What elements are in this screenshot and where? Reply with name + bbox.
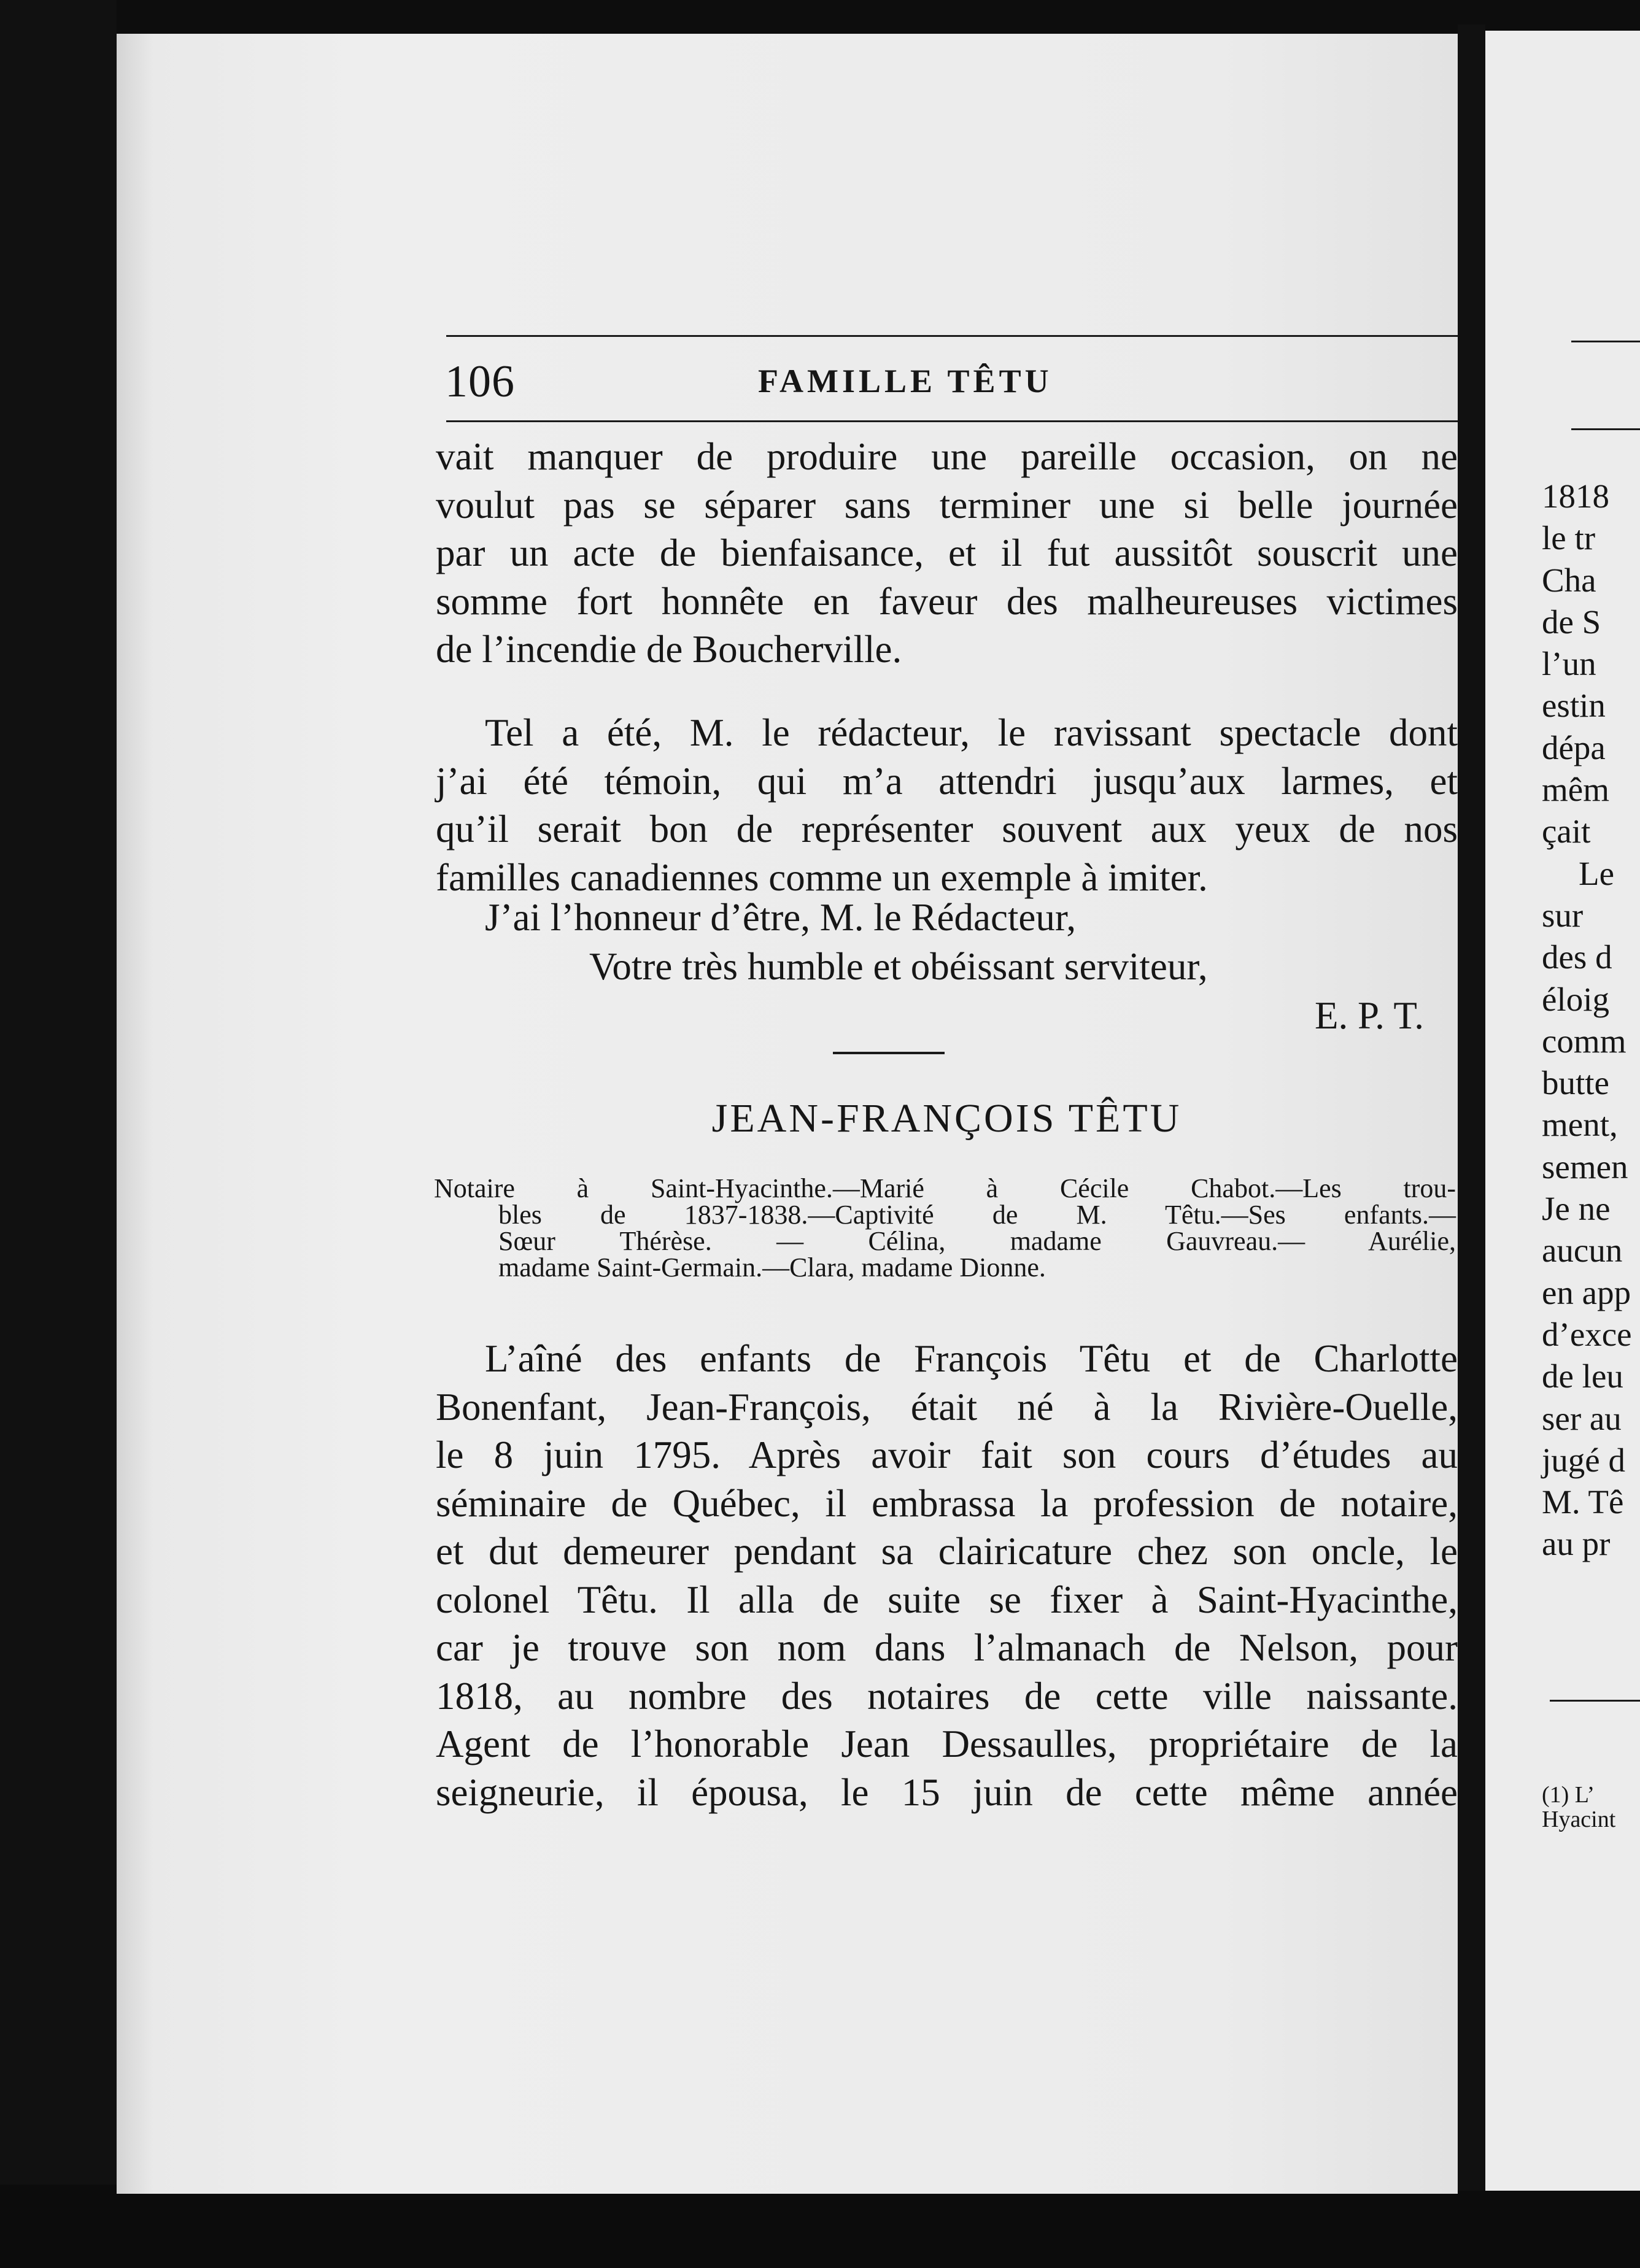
section-divider [833, 1052, 945, 1054]
fragment-line: de S [1542, 603, 1601, 641]
fragment-line: dépa [1542, 728, 1606, 766]
signature-initials: E. P. T. [1315, 994, 1424, 1037]
fragment-line: comm [1542, 1022, 1626, 1060]
fragment-line: estin [1542, 687, 1606, 725]
text-line: de l’incendie de Boucherville. [436, 628, 902, 671]
header-rule-top [446, 335, 1458, 337]
running-head: FAMILLE TÊTU [758, 363, 1053, 399]
adjacent-header-rule-top [1571, 341, 1640, 342]
chapter-summary [434, 1175, 1456, 1281]
text-line: et dut demeurer pendant sa clairicature chez son oncle, le [436, 1530, 1458, 1573]
fragment-line: éloig [1542, 980, 1609, 1018]
fragment-line: ment, [1542, 1106, 1618, 1144]
fragment-line: ser au [1542, 1399, 1622, 1437]
text-line: Agent de l’honorable Jean Dessaulles, propriétaire de la [436, 1722, 1458, 1765]
fragment-line: au pr [1542, 1525, 1611, 1563]
fragment-line: jugé d [1542, 1441, 1625, 1479]
text-line: familles canadiennes comme un exemple à imiter. [436, 855, 1208, 899]
fragment-line: Cha [1542, 561, 1596, 599]
text-line: par un acte de bienfaisance, et il fut aussitôt souscrit une [436, 531, 1458, 574]
adjacent-page-fragment [1485, 31, 1640, 2191]
fragment-line: Le [1579, 854, 1615, 892]
page-gutter [1458, 25, 1485, 2191]
fragment-line: mêm [1542, 771, 1609, 809]
text-line: Tel a été, M. le rédacteur, le ravissant spectacle dont [485, 711, 1458, 754]
text-line: somme fort honnête en faveur des malheureuses victimes [436, 579, 1458, 623]
fragment-line: l’un [1542, 645, 1596, 683]
paragraph-spectacle [436, 709, 1458, 901]
fragment-line: des d [1542, 938, 1612, 976]
paragraph-continuation [436, 433, 1458, 674]
text-line: vait manquer de produire une pareille occasion, on ne [436, 435, 1458, 478]
closing-servant: Votre très humble et obéissant serviteur, [589, 945, 1208, 988]
footnote-line: (1) L’ [1542, 1782, 1595, 1808]
scan-border-top [0, 0, 1640, 37]
adjacent-footnote-rule [1550, 1700, 1640, 1702]
text-line: L’aîné des enfants de François Têtu et de Charlotte [485, 1337, 1458, 1380]
text-line: car je trouve son nom dans l’almanach de Nelson, pour [436, 1626, 1458, 1669]
fragment-line: butte [1542, 1064, 1609, 1102]
text-line: qu’il serait bon de représenter souvent aux yeux de nos [436, 808, 1458, 850]
fragment-line: d’exce [1542, 1315, 1632, 1353]
summary-line: madame Saint-Germain.—Clara, madame Dionne. [498, 1252, 1046, 1282]
fragment-line: de leu [1542, 1357, 1623, 1395]
book-page [117, 34, 1458, 2194]
adjacent-text-fragments [1542, 476, 1632, 1565]
letter-closing [436, 893, 1458, 1040]
text-line: voulut pas se séparer sans terminer une si belle journée [436, 483, 1458, 526]
fragment-line: çait [1542, 812, 1591, 850]
adjacent-footnote [1542, 1783, 1615, 1832]
summary-line: bles de 1837-1838.—Captivité de M. Têtu.—Ses enfants.— [498, 1200, 1456, 1230]
section-title: JEAN-FRANÇOIS TÊTU [711, 1096, 1182, 1141]
adjacent-header-rule-bottom [1571, 428, 1640, 430]
footnote-line: Hyacint [1542, 1807, 1616, 1832]
text-line: j’ai été témoin, qui m’a attendri jusqu’aux larmes, et [436, 759, 1458, 803]
fragment-line: sur [1542, 896, 1584, 934]
paragraph-biography [436, 1335, 1458, 1816]
fragment-line: en app [1542, 1273, 1631, 1311]
page-number: 106 [445, 357, 515, 407]
fragment-line: semen [1542, 1148, 1628, 1186]
text-line: seigneurie, il épousa, le 15 juin de cette même année [436, 1770, 1458, 1814]
fragment-line: Je ne [1542, 1190, 1611, 1228]
fragment-line: M. Tê [1542, 1483, 1624, 1521]
text-line: séminaire de Québec, il embrassa la profession de notaire, [436, 1481, 1458, 1525]
fragment-line: le tr [1542, 519, 1596, 557]
text-line: Bonenfant, Jean-François, était né à la Rivière-Ouelle, [436, 1385, 1458, 1429]
scan-border-bottom [0, 2185, 1640, 2268]
scan-border-left [0, 0, 117, 2268]
text-line: 1818, au nombre des notaires de cette ville naissante. [436, 1674, 1458, 1718]
summary-line: Sœur Thérèse. — Célina, madame Gauvreau.— Aurélie, [498, 1226, 1456, 1256]
header-rule-bottom [446, 420, 1458, 422]
closing-salutation: J’ai l’honneur d’être, M. le Rédacteur, [485, 896, 1077, 939]
fragment-line: aucun [1542, 1232, 1623, 1270]
fragment-line: 1818 [1542, 477, 1609, 515]
text-line: le 8 juin 1795. Après avoir fait son cours d’études au [436, 1433, 1458, 1476]
summary-line: Notaire à Saint-Hyacinthe.—Marié à Cécile Chabot.—Les trou- [434, 1173, 1456, 1203]
text-line: colonel Têtu. Il alla de suite se fixer à Saint-Hyacinthe, [436, 1578, 1458, 1621]
